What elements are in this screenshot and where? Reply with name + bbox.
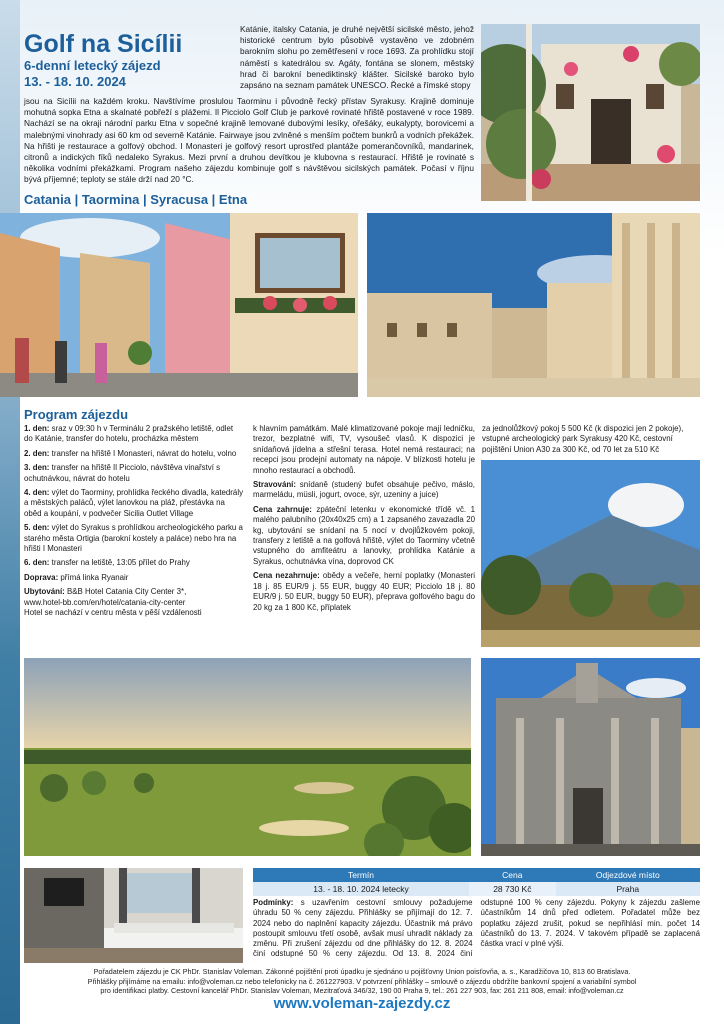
program-heading: Program zájezdu bbox=[24, 407, 129, 422]
program-day bbox=[24, 463, 244, 484]
destinations-heading: Catania | Taormina | Syracusa | Etna bbox=[24, 192, 248, 207]
accommodation-label: Ubytování: bbox=[24, 587, 65, 597]
table-cell-price: 28 730 Kč bbox=[469, 882, 556, 896]
program-column-3 bbox=[482, 424, 702, 459]
board-label: Stravování: bbox=[253, 480, 296, 490]
table-header-price: Cena bbox=[469, 868, 556, 882]
day-text: výlet do Syrakus s prohlídkou archeologického parku a starého města Ortigia (barokní kostely a paláce) nebo hra na hřišti I Monasteri bbox=[24, 523, 243, 554]
board-text: snídaně (studený bufet obsahuje pečivo, máslo, marmeládu, müsli, jogurt, ovoce, sýr, uzeniny a juice) bbox=[253, 480, 475, 500]
program-day bbox=[24, 523, 244, 554]
table-cell-departure: Praha bbox=[556, 882, 700, 896]
includes-text: zpáteční letenku v ekonomické třídě vč. 1 malého palubního (20x40x25 cm) a 1 zapsaného zavazadla 20 kg, ubytování se snídaní na 5 nocí v dvojlůžkovém pokoji, transfery z letiště a na golfová hřiště, výlet do Taorminy včetně vstupného do amfiteátru a lanovky, prohlídka Katánie a Syrakus, ochutnávka vína, doprovod CK bbox=[253, 504, 475, 566]
hotel-link[interactable]: www.hotel-bb.com/en/hotel/catania-city-center bbox=[24, 597, 186, 607]
day-label: 6. den: bbox=[24, 558, 50, 568]
day-label: 3. den: bbox=[24, 463, 50, 473]
transport-label: Doprava: bbox=[24, 572, 59, 582]
day-label: 2. den: bbox=[24, 448, 50, 458]
day-text: transfer na hřiště Il Picciolo, návštěva vinařství s ochutnávkou, návrat do hotelu bbox=[24, 463, 221, 483]
catania-cathedral-photo bbox=[481, 658, 700, 856]
transport-text: přímá linka Ryanair bbox=[60, 572, 129, 582]
hotel-room-photo bbox=[24, 868, 243, 963]
courtyard-photo bbox=[481, 24, 700, 201]
table-cell-term: 13. - 18. 10. 2024 letecky bbox=[253, 882, 469, 896]
day-text: transfer na letiště, 13:05 přílet do Prahy bbox=[51, 558, 190, 568]
booking-conditions bbox=[253, 898, 700, 960]
footer-line: pro identifikaci platby. Cestovní kancelář PhDr. Stanislav Voleman, Mezitraťová 346/32, 190 00 Praha 9, tel.: 261 227 903, fax: 261 211 808, email: info@voleman.cz bbox=[100, 986, 624, 995]
conditions-label: Podmínky: bbox=[253, 898, 294, 907]
program-day bbox=[24, 488, 244, 519]
page-title: Golf na Sicílii bbox=[24, 30, 183, 58]
etna-photo bbox=[481, 460, 700, 647]
price-excludes bbox=[253, 571, 475, 613]
accommodation-info bbox=[24, 587, 244, 618]
program-column-2 bbox=[253, 424, 475, 617]
golf-course-photo bbox=[24, 658, 471, 856]
program-day bbox=[24, 449, 244, 459]
footer-line: Pořadatelem zájezdu je CK PhDr. Stanislav Voleman. Zákonné pojištění proti úpadku je sjednáno u pojišťovny Union poisťovňa, a. s., Karadžičova 10, 813 60 Bratislava. bbox=[93, 967, 631, 976]
accommodation-text-continued: k hlavním památkám. Malé klimatizované pokoje mají ledničku, trezor, bezplatné wifi, TV, vysoušeč vlasů. K dispozici je snídaňová jídelna a střešní terasa. Hotel nemá restauraci; na recepci jsou prodejní automaty na nápoje. V blízkosti hotelu je mnoho restaurací a obchodů. bbox=[253, 424, 475, 475]
conditions-text: s uzavřením cestovní smlouvy požadujeme úhradu 50 % ceny zájezdu. Přihlášky se přijímají do 12. 7. 2024 nebo do naplnění kapacity zájezdu. Účastník má právo postoupit smlouvu třetí osobě, avšak musí uhradit náklady za změnu. Při zrušení zájezdu od dne přihlášky do 12. 8. 2024 činí odstupné 50 % ceny zájezdu. Od 13. 8. 2024 činí odstupné 100 % ceny zájezdu. Pokyny k zájezdu zašleme účastníkům 14 dnů před odletem. Pořadatel může bez poplatku zájezd zrušit, pokud se nepřihlásí min. počet 14 účastníků do 13. 7. 2024. V takovém případě se zaplacená částka vrací v plné výši. bbox=[253, 898, 700, 959]
day-text: transfer na hřiště I Monasteri, návrat do hotelu, volno bbox=[51, 448, 237, 458]
table-header-departure: Odjezdové místo bbox=[556, 868, 700, 882]
intro-text-right: Katánie, italsky Catania, je druhé největší sicilské město, jehož historické centrum bylo působivě vystavěno ve zdobném barokním slohu po zemětřesení v roce 1693. Za prohlídku stojí náměstí s katedrálou sv. Agáty, fontána se slonem, městský hrad či barokní benediktinský klášter. Sicilské baroko bylo zapsáno na seznam památek UNESCO. Řecké a římské stopy bbox=[240, 24, 474, 91]
excludes-label: Cena nezahrnuje: bbox=[253, 571, 320, 581]
footer-legal bbox=[30, 967, 694, 996]
trip-subtitle: 6-denní letecký zájezd bbox=[24, 58, 161, 73]
sea-decoration-strip bbox=[0, 0, 20, 1024]
accommodation-text: Hotel se nachází v centru města v pěší vzdálenosti bbox=[24, 608, 202, 618]
day-text: sraz v 09:30 h v Terminálu 2 pražského letiště, odlet do Katánie, transfer do hotelu, procházka městem bbox=[24, 424, 234, 444]
day-label: 1. den: bbox=[24, 424, 50, 433]
day-label: 5. den: bbox=[24, 523, 50, 533]
program-column-1 bbox=[24, 424, 244, 619]
day-text: výlet do Taorminy, prohlídka řeckého divadla, katedrály a městských paláců, výlet lanovkou na pláž, přestávka na oběd a koupání, v podvečer Sicilia Outlet Village bbox=[24, 488, 244, 518]
price-table bbox=[253, 868, 700, 896]
program-day bbox=[24, 558, 244, 568]
accommodation-name: B&B Hotel Catania City Center 3*, bbox=[66, 587, 187, 597]
footer-line: Přihlášky přijímáme na emailu: info@voleman.cz nebo telefonicky na č. 261227903. V potvrzení přihlášky – smlouvě o zájezdu obdržíte bankovní spojení a variabilní symbol bbox=[87, 976, 637, 986]
excludes-text: obědy a večeře, herní poplatky (Monasteri 18 j. 85 EUR/9 j. 55 EUR, buggy 40 EUR; Picciolo 18 j. 80 EUR/9 j. 50 EUR, buggy 50 EUR), přeprava golfového bagu do 20 kg za 1 800 Kč, příplatek bbox=[253, 571, 475, 612]
program-day bbox=[24, 424, 244, 445]
table-header-term: Termín bbox=[253, 868, 469, 882]
trip-dates: 13. - 18. 10. 2024 bbox=[24, 74, 126, 89]
price-includes bbox=[253, 505, 475, 567]
street-photo bbox=[0, 213, 358, 397]
transport-info bbox=[24, 573, 244, 583]
table-row bbox=[253, 882, 700, 896]
day-label: 4. den: bbox=[24, 488, 50, 498]
excludes-text-continued: za jednolůžkový pokoj 5 500 Kč (k dispozici jen 2 pokoje), vstupné archeologický park Syrakusy 420 Kč, cestovní pojištění Union A30 za 300 Kč, od 70 let za 510 Kč bbox=[482, 424, 684, 454]
intro-text: jsou na Sicílii na každém kroku. Navštívíme proslulou Taorminu i původně řecký přístav Syrakusy. Krajině dominuje mohutná sopka Etna a skalnaté pobřeží s plážemi. Il Picciolo Golf Club je parkové rovinaté hřiště postavené v roce 1989. Nachází se na okraji národní parku Etna v sopečné krajině lemované dubovými lesíky, ořešáky, eukalypty, borovicemi a malebnými vinohrady asi 60 km od severně Katánie. Fairwaye jsou zvlněné s menším počtem bunkrů a vodních překážek. Na hřišti je restaurace a golfový obchod. I Monasteri je golfový resort uprostřed plantáže pomerančovníků, mandarinek, citronů a indických fíků nedaleko Syrakus. Mezi první a druhou devítkou je klubovna s restaurací. Hřiště je rovinaté s několika vodními překážkami. Program našeho zájezdu kombinuje golf s návštěvou sicilských památek. Počasí v říjnu bývá příjemné; teploty se stále drží nad 20 °C. bbox=[24, 96, 474, 185]
syracusa-square-photo bbox=[367, 213, 700, 397]
website-link[interactable]: www.voleman-zajezdy.cz bbox=[273, 995, 451, 1012]
board-info bbox=[253, 480, 475, 501]
includes-label: Cena zahrnuje: bbox=[253, 504, 312, 514]
